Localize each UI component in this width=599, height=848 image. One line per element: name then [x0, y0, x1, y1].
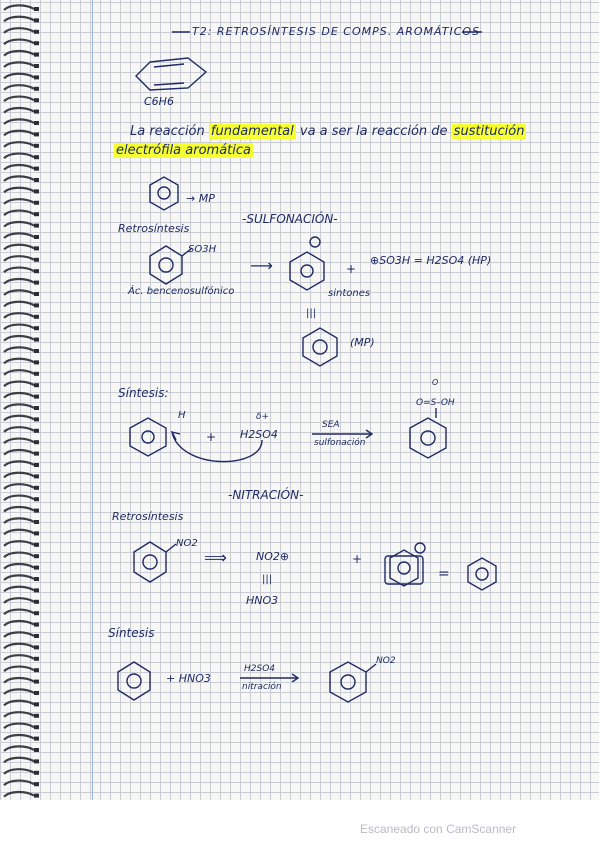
mp-label-2: (MP) [350, 336, 375, 349]
benzenesulfonic-acid-ring [150, 246, 192, 284]
phenyl-anion-synthon [290, 237, 324, 290]
benzene-ring-synthesis-2 [118, 662, 150, 700]
arrow-bottom-label: sulfonación [314, 438, 366, 448]
page-title: T2: RETROSÍNTESIS DE COMPS. AROMÁTICOS [192, 25, 481, 38]
partial-charge: δ+ [256, 412, 270, 422]
equals-sign: = [438, 566, 450, 582]
benzene-formula: C6H6 [144, 95, 174, 108]
product-sulfonic-group: O=S–OH [416, 398, 455, 408]
intro-line-2 [114, 143, 253, 158]
nitration-arrow-bottom: nitración [242, 682, 282, 692]
product-oxygen: O [432, 378, 439, 387]
nitration-heading: -NITRACIÓN- [228, 488, 304, 502]
intro-text-b: va a ser la reacción de [299, 124, 448, 139]
arrow-top-label: SEA [322, 420, 340, 430]
hydrogen-label: H [178, 410, 186, 421]
nitrobenzene-product [330, 662, 376, 702]
intro-line-1 [130, 124, 526, 139]
retro-arrow-1: ⟶ [250, 256, 273, 275]
equivalence-mark-1: ||| [306, 308, 317, 319]
nitration-arrow-top: H2SO4 [244, 664, 276, 674]
retro-arrow-2: ⟹ [204, 548, 227, 567]
highlight-fundamental: fundamental [210, 124, 294, 139]
camscanner-watermark: Escaneado con CamScanner [360, 822, 517, 836]
benzene-ring-mp [150, 177, 178, 210]
so3h-label: SO3H [188, 244, 217, 255]
plus-sign-2: + [206, 430, 217, 444]
nitration-retro-label: Retrosíntesis [112, 510, 184, 523]
highlight-substitution: sustitución [453, 124, 525, 139]
benzene-ring-synthesis-1 [130, 418, 166, 456]
nitration-reagent: + HNO3 [166, 672, 211, 685]
so3h-synthon: ⊕SO3H = H2SO4 (HP) [370, 254, 492, 267]
plus-sign-1: + [346, 262, 357, 276]
equivalence-mark-2: ||| [262, 574, 273, 585]
acid-name: Ác. bencenosulfónico [128, 286, 235, 297]
highlight-electrophilic: electrófila aromática [116, 143, 251, 158]
benzenesulfonic-acid-product [410, 408, 446, 458]
phenyl-anion-synthon-2 [385, 543, 425, 586]
benzene-ring-equals [468, 558, 496, 590]
sulfonation-heading: -SULFONACIÓN- [242, 212, 338, 226]
benzene-ring-mp-2 [303, 328, 337, 366]
sulfuric-acid: H2SO4 [240, 428, 278, 441]
product-nitro-group: NO2 [376, 656, 396, 666]
benzene-ring-top [136, 58, 206, 90]
nitronium-synthon: NO2⊕ [256, 550, 290, 563]
sulfonation-retro-label: Retrosíntesis [118, 222, 190, 235]
synthesis-label-1: Síntesis: [118, 386, 169, 400]
plus-sign-3: + [352, 552, 363, 566]
synthesis-label-2: Síntesis [108, 626, 155, 640]
synthons-label: sintones [328, 288, 371, 299]
nitrobenzene-ring [134, 542, 176, 582]
no2-label: NO2 [176, 538, 198, 549]
mp-label: → MP [186, 192, 215, 205]
intro-text-a: La reacción [130, 124, 205, 139]
nitric-acid: HNO3 [246, 594, 279, 607]
